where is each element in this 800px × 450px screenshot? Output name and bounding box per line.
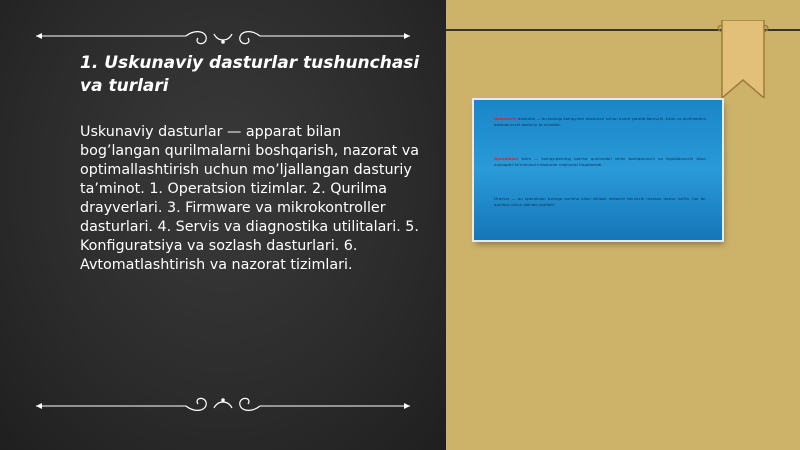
ornament-divider-bottom xyxy=(36,392,410,412)
image-paragraph-1 xyxy=(494,116,706,128)
slide-body: Uskunaviy dasturlar — apparat bilan bog’langan qurilmalarni boshqarish, nazorat va optimallashtirish uchun mo’ljallangan dasturiy ta’minot. 1. Operatsion tizimlar. 2. Qurilma drayverlari. 3. Firmware va mikrokontroller dasturlari. 4. Servis va diagnostika utilitalari. 5. Konfiguratsiya va sozlash dasturlari. 6. Avtomatlashtirish va nazorat tizimlari. xyxy=(80,124,419,273)
image-paragraph-1-text: dasturlar — bu boshqa kompyuter dasturlari uchun muhit yaratib beruvchi, tizim va qurilmalarni boshqaruvchi dasturiy ta’minotdir. xyxy=(494,116,706,127)
content-image xyxy=(474,100,722,240)
image-paragraph-3-text: Drayver — bu operatsion tizimga qurilma bilan ishlash imkonini beruvchi maxsus dastur bo‘lib, har bir qurilma uchun alohida yoziladi. xyxy=(494,196,706,207)
image-paragraph-2-highlight: Operatsion xyxy=(494,156,519,161)
ornament-divider-top xyxy=(36,30,410,50)
image-paragraph-3 xyxy=(494,196,706,208)
image-paragraph-2-text: tizim — kompyuterning barcha qurilmalari ishini boshqaruvchi va foydalanuvchi bilan muloqotni ta’minlovchi dasturlar majmuasi hisoblanadi. xyxy=(494,156,706,167)
bookmark-ribbon-icon xyxy=(716,20,770,98)
image-paragraph-1-highlight: Uskunaviy xyxy=(494,116,517,121)
image-paragraph-2 xyxy=(494,156,706,168)
slide-title: 1. Uskunaviy dasturlar tushunchasi va turlari xyxy=(80,53,420,96)
